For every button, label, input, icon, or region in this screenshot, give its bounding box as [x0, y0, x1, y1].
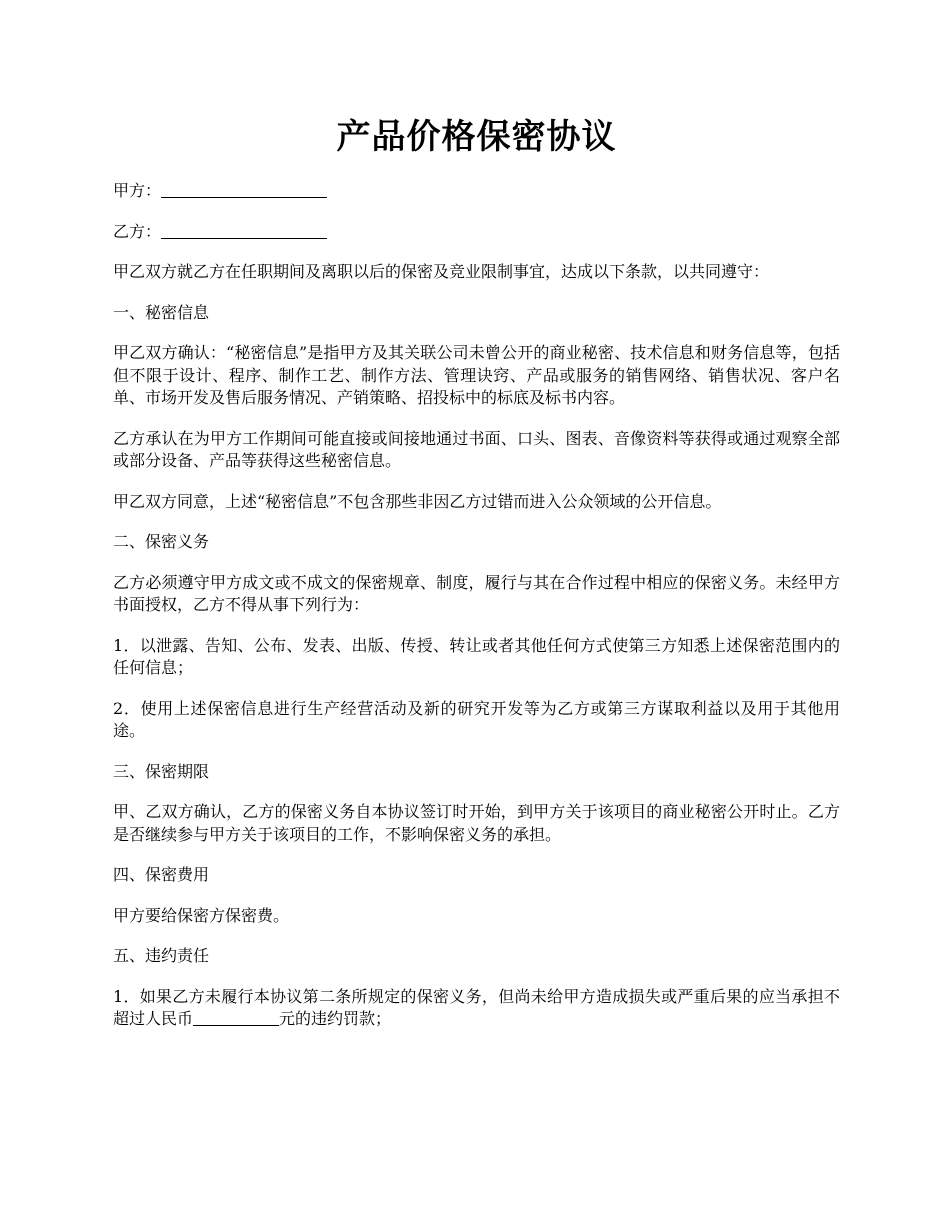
section-heading-2: 二、保密义务 — [113, 532, 210, 551]
section-1-paragraph-3: 甲乙双方同意，上述“秘密信息”不包含那些非因乙方过错而进入公众领域的公开信息。 — [113, 491, 722, 511]
penalty-clause-after: 元的违约罚款； — [279, 1009, 392, 1028]
section-heading-4: 四、保密费用 — [113, 865, 210, 884]
party-b-label: 乙方： — [113, 221, 162, 241]
section-heading-5: 五、违约责任 — [113, 946, 210, 965]
section-heading-3: 三、保密期限 — [113, 761, 210, 781]
penalty-clause-before: 1．如果乙方未履行本协议第二条所规定的保密义务，但尚未给甲方造成损失或严重后果的应当承担不超过人民币 — [113, 986, 840, 1028]
section-2-paragraph-2: 1．以泄露、告知、公布、发表、出版、传授、转让或者其他任何方式使第三方知悉上述保密范围内的任何信息； — [113, 635, 840, 677]
party-a-line — [113, 180, 840, 203]
intro-paragraph: 甲乙双方就乙方在任职期间及离职以后的保密及竞业限制事宜，达成以下条款，以共同遵守： — [113, 262, 770, 281]
document-title: 产品价格保密协议 — [336, 117, 617, 157]
section-4-paragraph-1: 甲方要给保密方保密费。 — [113, 905, 290, 925]
penalty-amount-blank — [193, 1009, 279, 1026]
section-heading-1: 一、秘密信息 — [113, 302, 210, 322]
section-2-paragraph-3: 2．使用上述保密信息进行生产经营活动及新的研究开发等为乙方或第三方谋取利益以及用于其他用途。 — [113, 698, 840, 740]
document-body — [113, 180, 840, 1049]
section-3-paragraph-1: 甲、乙双方确认，乙方的保密义务自本协议签订时开始，到甲方关于该项目的商业秘密公开时止。乙方是否继续参与甲方关于该项目的工作，不影响保密义务的承担。 — [113, 802, 840, 844]
party-b-blank — [161, 222, 327, 239]
party-a-label: 甲方： — [113, 181, 162, 200]
party-a-blank — [161, 181, 327, 198]
section-2-paragraph-1: 乙方必须遵守甲方成文或不成文的保密规章、制度，履行与其在合作过程中相应的保密义务。未经甲方书面授权，乙方不得从事下列行为： — [113, 572, 840, 614]
penalty-clause — [113, 986, 840, 1031]
party-b-line — [113, 221, 840, 244]
section-1-paragraph-2: 乙方承认在为甲方工作期间可能直接或间接地通过书面、口头、图表、音像资料等获得或通过观察全部或部分设备、产品等获得这些秘密信息。 — [113, 428, 840, 470]
section-1-paragraph-1: 甲乙双方确认：“秘密信息”是指甲方及其关联公司未曾公开的商业秘密、技术信息和财务信息等，包括但不限于设计、程序、制作工艺、制作方法、管理诀窍、产品或服务的销售网络、销售状况、客户名单、市场开发及售后服务情况、产销策略、招投标中的标底及标书内容。 — [113, 343, 840, 407]
